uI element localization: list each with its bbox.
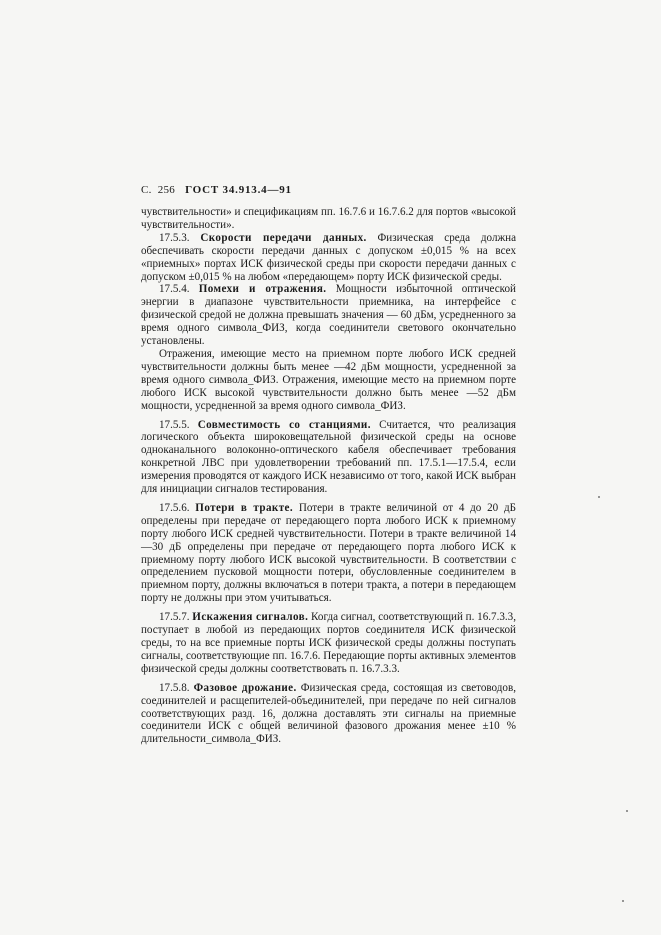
paragraph-text: Физическая среда, состоящая из световодов, соединителей и расщепителей-объединителей, при передаче по ней сигналов соответствующих разд. 16, должна доставлять эти сигналы на приемные соединители ИСК с общей величиной фазового дрожания менее ±10 % длительности_символа_ФИЗ. <box>141 681 516 746</box>
paragraph-17-5-7 <box>141 611 516 676</box>
page-number: 256 <box>157 184 176 196</box>
paragraph-17-5-3 <box>141 232 516 284</box>
paragraph-text: Потери в тракте величиной от 4 до 20 дБ определены при передаче от передающего порта любого ИСК к приемному порту любого ИСК средней чувствительности. Потери в тракте величиной 14—30 дБ определены при передаче от передающего порта любого ИСК к приемному порту любого ИСК высокой чувствительности. В соответствии с определением пусковой мощности потери, обусловленные соединителем в приемном порту, должны включаться в потери тракта, а потери в передающем порту не должны при этом учитываться. <box>141 501 516 605</box>
section-number: 17.5.5. <box>159 418 190 431</box>
paragraph-text: Физическая среда должна обеспечивать скорости передачи данных с допуском ±0,015 % на всех «приемных» портах ИСК физической среды при скорости передачи данных с допуском ±0,015 % на любом «передающем» порту ИСК физической среды. <box>141 231 517 283</box>
section-number: 17.5.7. <box>159 611 190 624</box>
section-heading: Совместимость со станциями. <box>197 418 371 431</box>
paragraph-17-5-8 <box>141 682 516 747</box>
paragraph-text: Когда сигнал, соответствующий п. 16.7.3.3, поступает в любой из передающих портов соединителя ИСК физической среды, то на все приемные порты ИСК физической среды должны поступать сигналы, соответствующие пп. 16.7.6. Передающие порты активных элементов физической среды должны соответствовать п. 16.7.3.3. <box>141 611 516 675</box>
paragraph-text: Считается, что реализация логического объекта широковещательной физической среды на основе одноканального волоконно-оптического кабеля обеспечивает требования конкретной ЛВС при удовлетворении требований пп. 17.5.1—17.5.4, если измерения проводятся от каждого ИСК независимо от того, какой ИСК выбран для инициации сигналов тестирования. <box>141 418 516 496</box>
section-number: 17.5.6. <box>159 501 190 514</box>
scan-speck <box>622 900 624 902</box>
section-heading: Скорости передачи данных. <box>200 231 367 244</box>
section-heading: Фазовое дрожание. <box>193 681 297 694</box>
section-heading: Потери в тракте. <box>195 501 294 514</box>
paragraph-17-5-6 <box>141 502 516 605</box>
paragraph-17-5-4 <box>141 283 516 348</box>
page-header <box>141 184 292 196</box>
section-heading: Помехи и отражения. <box>198 283 327 296</box>
section-number: 17.5.3. <box>159 231 190 244</box>
document-body <box>141 206 516 746</box>
paragraph-reflections <box>141 348 516 413</box>
section-number: 17.5.8. <box>159 681 190 694</box>
scan-speck <box>626 810 628 812</box>
standard-code: ГОСТ 34.913.4—91 <box>185 184 292 196</box>
paragraph-continuation: чувствительности» и спецификациям пп. 16.7.6 и 16.7.6.2 для портов «высокой чувствительности». <box>141 206 516 231</box>
paragraph-text: Мощности избыточной оптической энергии в диапазоне чувствительности приемника, на интерфейсе с физической средой не должна превышать значения — 60 дБм, усредненного за время одного символа_ФИЗ, когда соединители светового окончательно установлены. <box>141 283 516 348</box>
page-prefix: С. <box>141 184 152 196</box>
section-heading: Искажения сигналов. <box>192 611 309 624</box>
paragraph-text: Отражения, имеющие место на приемном порте любого ИСК средней чувствительности должны быть менее —42 дБм мощности, усредненной за время одного символа_ФИЗ. Отражения, имеющие место на приемном порте любого ИСК высокой чувствительности должно быть менее —52 дБм мощности, усредненной за время одного символа_ФИЗ. <box>141 347 516 412</box>
scan-speck <box>598 496 600 498</box>
section-number: 17.5.4. <box>159 283 190 296</box>
paragraph-17-5-5 <box>141 419 516 496</box>
